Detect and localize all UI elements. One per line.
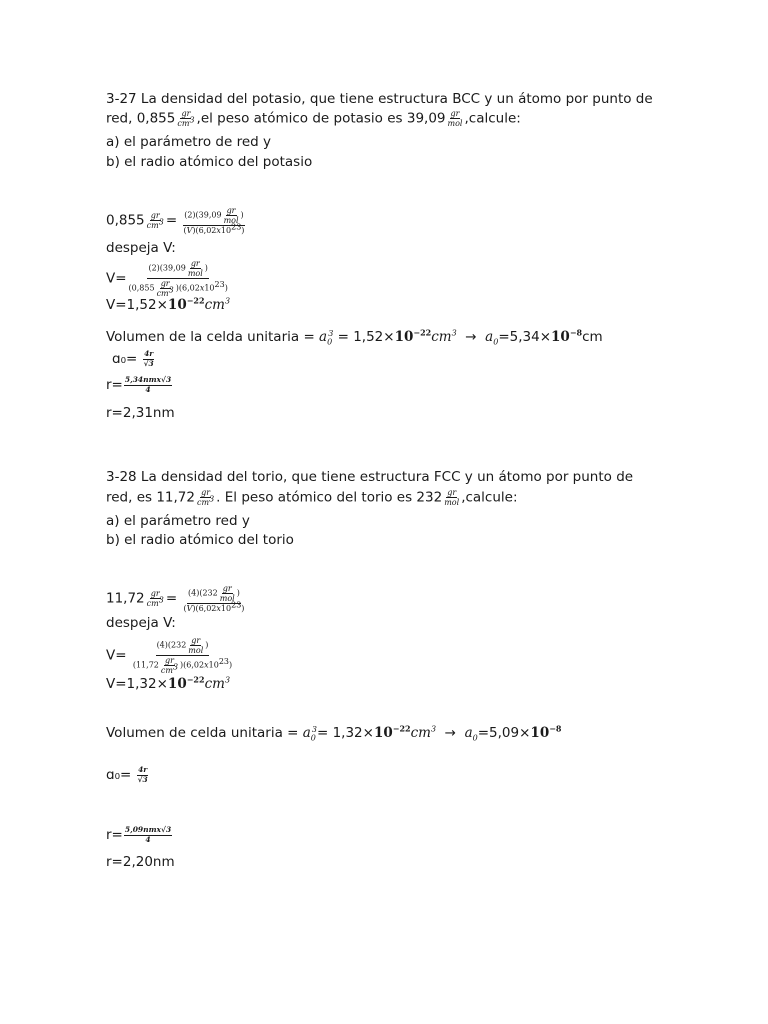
problem-3-28-statement-line2: red, es 11,72 $\frac{gr}{cm^3}$ . El peso atómico del torio es 232 $\frac{gr}{\text{mol}}$ ,calcule: bbox=[106, 488, 518, 507]
radius-formula-1: r= $\frac{\text{5,34nmx√3}}{4}$ bbox=[106, 375, 172, 394]
density-equation-1: 0,855 $\frac{gr}{cm^3}$ = (2)(39,09 $\frac{gr}{\text{mol}}$ ) $(V)(6,02x10^{23})$ bbox=[106, 206, 245, 235]
problem-3-27-part-a: a) el parámetro de red y bbox=[106, 134, 271, 150]
problem-3-27-part-b: b) el radio atómico del potasio bbox=[106, 154, 313, 170]
problem-3-27-title: 3-27 La densidad del potasio, que tiene estructura BCC y un átomo por punto de bbox=[106, 91, 653, 107]
arrow-icon: → bbox=[440, 725, 461, 741]
lattice-parameter-formula-2: ɑ₀= $\frac{4r}{√3}$ bbox=[106, 765, 148, 784]
unit-cell-volume-1: Volumen de la celda unitaria = $a_0^3 = 1,52\times 10^{-22}cm^3 \to a_0=5,34\times 10^{-8}cm$ bbox=[106, 327, 603, 347]
volume-equation-2: V= (4)(232 $\frac{gr}{\text{mol}}$ ) (11,72 $\frac{gr}{cm^3}$ )$(6,02x10^{23})$ bbox=[106, 636, 233, 675]
problem-3-27-statement-line2: red, 0,855 $\frac{gr}{cm^3}$ ,el peso atómico de potasio es 39,09 $\frac{gr}{\text{mol}}$ ,calcule: bbox=[106, 109, 521, 128]
volume-result-1: $V=1,52\times 10^{-22}cm^3$ bbox=[106, 295, 231, 313]
despeja-label-2: despeja V: bbox=[106, 615, 176, 631]
despeja-label-1: despeja V: bbox=[106, 240, 176, 256]
problem-3-28-part-a: a) el parámetro red y bbox=[106, 513, 250, 529]
unit-cell-volume-2: Volumen de celda unitaria = $a_0^3= 1,32\times 10^{-22}cm^3 \to a_0=5,09\times 10^{-8}$ bbox=[106, 723, 562, 743]
radius-formula-2: r= $\frac{\text{5,09nmx√3}}{4}$ bbox=[106, 825, 172, 844]
problem-3-28-part-b: b) el radio atómico del torio bbox=[106, 532, 294, 548]
radius-result-1: r=2,31nm bbox=[106, 405, 175, 421]
volume-result-2: $V=1,32\times 10^{-22}cm^3$ bbox=[106, 674, 231, 692]
lattice-parameter-formula-1: ɑ₀= $\frac{4r}{√3}$ bbox=[112, 349, 154, 368]
arrow-icon: → bbox=[460, 329, 481, 345]
problem-3-28-title: 3-28 La densidad del torio, que tiene estructura FCC y un átomo por punto de bbox=[106, 469, 634, 485]
volume-equation-1: V= (2)(39,09 $\frac{gr}{\text{mol}}$ ) (0,855 $\frac{gr}{cm^3}$ )$(6,02x10^{23})$ bbox=[106, 259, 228, 298]
density-equation-2: 11,72 $\frac{gr}{cm^3}$ = (4)(232 $\frac{gr}{\text{mol}}$ ) $(V)(6,02x10^{23})$ bbox=[106, 584, 245, 613]
radius-result-2: r=2,20nm bbox=[106, 854, 175, 870]
